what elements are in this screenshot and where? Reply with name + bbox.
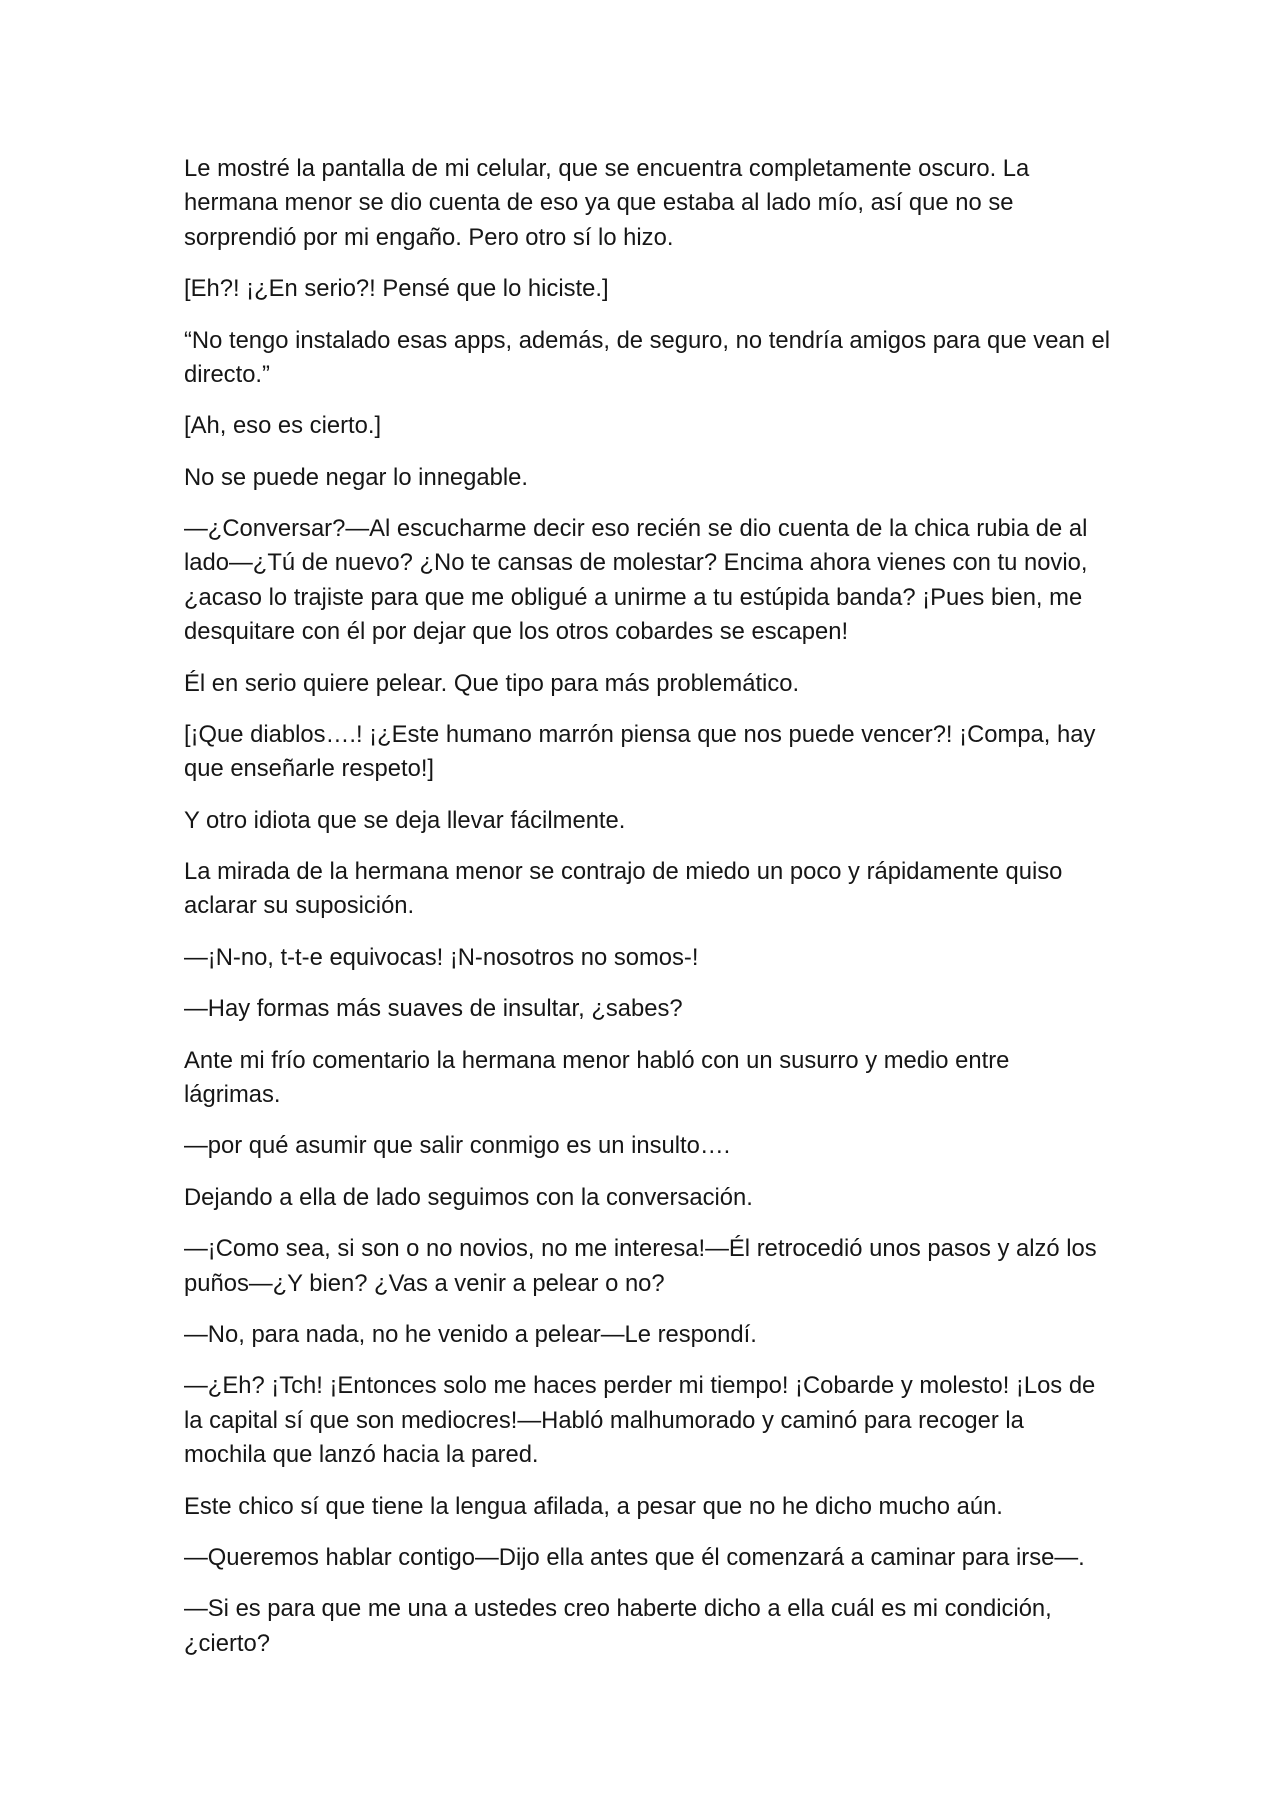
paragraph <box>184 667 1124 701</box>
paragraph <box>184 1318 1124 1352</box>
text-line: lado—¿Tú de nuevo? ¿No te cansas de molestar? Encima ahora vienes con tu novio, <box>184 549 1088 577</box>
text-line: que enseñarle respeto!] <box>184 755 435 783</box>
text-line: [¡Que diablos….! ¡¿Este humano marrón piensa que nos puede vencer?! ¡Compa, hay <box>184 720 1096 748</box>
text-line: aclarar su suposición. <box>184 892 415 920</box>
text-line: la capital sí que son mediocres!—Habló malhumorado y caminó para recoger la <box>184 1406 1024 1434</box>
text-line: Dejando a ella de lado seguimos con la conversación. <box>184 1183 753 1211</box>
text-line: —por qué asumir que salir conmigo es un insulto…. <box>184 1132 731 1160</box>
text-line: —¿Eh? ¡Tch! ¡Entonces solo me haces perder mi tiempo! ¡Cobarde y molesto! ¡Los de <box>184 1372 1096 1400</box>
paragraph <box>184 461 1124 495</box>
paragraph <box>184 512 1124 649</box>
paragraph <box>184 1541 1124 1575</box>
paragraph <box>184 409 1124 443</box>
text-line: sorprendió por mi engaño. Pero otro sí lo hizo. <box>184 223 674 251</box>
paragraph <box>184 272 1124 306</box>
body-text <box>184 152 1124 1678</box>
text-line: —Si es para que me una a ustedes creo haberte dicho a ella cuál es mi condición, <box>184 1595 1052 1623</box>
paragraph <box>184 992 1124 1026</box>
text-line: La mirada de la hermana menor se contrajo de miedo un poco y rápidamente quiso <box>184 858 1063 886</box>
text-line: “No tengo instalado esas apps, además, de seguro, no tendría amigos para que vean el <box>184 326 1111 354</box>
paragraph <box>184 804 1124 838</box>
text-line: Él en serio quiere pelear. Que tipo para más problemático. <box>184 669 800 697</box>
text-line: —No, para nada, no he venido a pelear—Le respondí. <box>184 1321 757 1349</box>
paragraph <box>184 1181 1124 1215</box>
paragraph <box>184 1369 1124 1472</box>
text-line: puños—¿Y bien? ¿Vas a venir a pelear o no? <box>184 1269 665 1297</box>
paragraph <box>184 152 1124 255</box>
text-line: —¡N-no, t-t-e equivocas! ¡N-nosotros no somos-! <box>184 943 699 971</box>
text-line: directo.” <box>184 360 270 388</box>
text-line: ¿cierto? <box>184 1629 270 1657</box>
text-line: —¿Conversar?—Al escucharme decir eso recién se dio cuenta de la chica rubia de al <box>184 515 1088 543</box>
paragraph <box>184 1490 1124 1524</box>
text-line: desquitare con él por dejar que los otros cobardes se escapen! <box>184 618 849 646</box>
paragraph <box>184 1044 1124 1113</box>
paragraph <box>184 941 1124 975</box>
text-line: Ante mi frío comentario la hermana menor habló con un susurro y medio entre <box>184 1046 1010 1074</box>
text-line: Y otro idiota que se deja llevar fácilmente. <box>184 806 626 834</box>
paragraph <box>184 1129 1124 1163</box>
text-line: —Hay formas más suaves de insultar, ¿sabes? <box>184 995 683 1023</box>
text-line: ¿acaso lo trajiste para que me obligué a unirme a tu estúpida banda? ¡Pues bien, me <box>184 583 1083 611</box>
text-line: [Ah, eso es cierto.] <box>184 412 382 440</box>
text-line: mochila que lanzó hacia la pared. <box>184 1441 539 1469</box>
text-line: [Eh?! ¡¿En serio?! Pensé que lo hiciste.] <box>184 275 609 303</box>
text-line: hermana menor se dio cuenta de eso ya que estaba al lado mío, así que no se <box>184 189 1014 217</box>
text-line: —Queremos hablar contigo—Dijo ella antes que él comenzará a caminar para irse—. <box>184 1543 1085 1571</box>
paragraph <box>184 1232 1124 1301</box>
paragraph <box>184 324 1124 393</box>
text-line: Este chico sí que tiene la lengua afilada, a pesar que no he dicho mucho aún. <box>184 1492 1003 1520</box>
paragraph <box>184 718 1124 787</box>
text-line: No se puede negar lo innegable. <box>184 463 528 491</box>
text-line: lágrimas. <box>184 1081 281 1109</box>
paragraph <box>184 855 1124 924</box>
text-line: Le mostré la pantalla de mi celular, que se encuentra completamente oscuro. La <box>184 155 1030 182</box>
paragraph <box>184 1592 1124 1661</box>
text-line: —¡Como sea, si son o no novios, no me interesa!—Él retrocedió unos pasos y alzó los <box>184 1235 1097 1263</box>
